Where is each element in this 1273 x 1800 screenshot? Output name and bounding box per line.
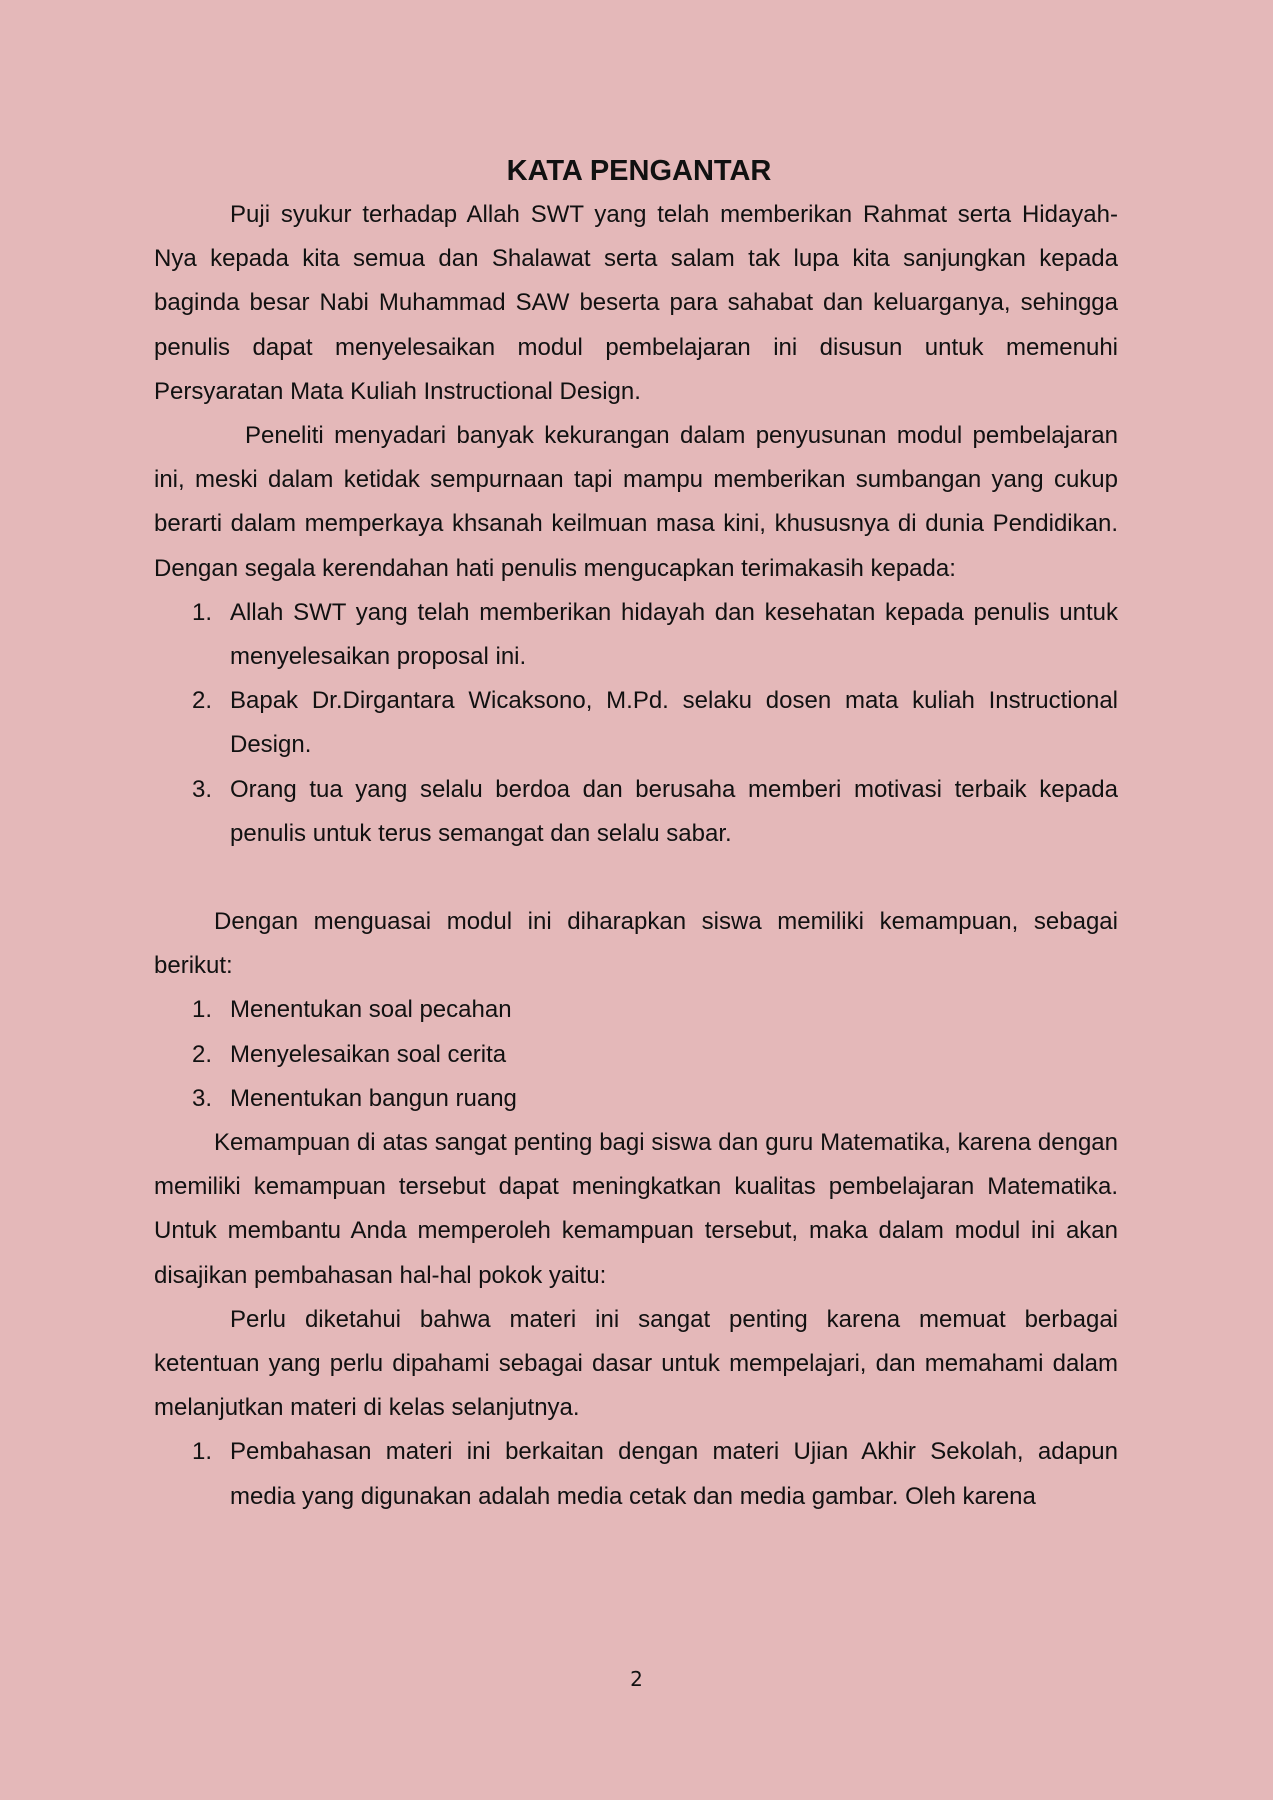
list-number: 1. [192,598,213,626]
list-item-text: Menyelesaikan soal cerita [230,1040,507,1068]
list-item-text: Menentukan bangun ruang [230,1084,517,1112]
list-item [154,988,1118,1032]
list-number: 3. [192,775,213,803]
paragraph-abilities-importance: Kemampuan di atas sangat penting bagi siswa dan guru Matematika, karena dengan memiliki kemampuan tersebut dapat meningkatkan kualitas pembelajaran Matematika. Untuk membantu Anda memperoleh kemampuan tersebut, maka dalam modul ini akan disajikan pembahasan hal-hal pokok yaitu: [154,1129,1118,1289]
paragraph-abilities-intro: Dengan menguasai modul ini diharapkan siswa memiliki kemampuan, sebagai berikut: [154,908,1118,980]
list-item [154,1430,1118,1518]
list-number: 1. [192,996,213,1024]
list-item-text: Orang tua yang selalu berdoa dan berusaha memberi motivasi terbaik kepada penulis untuk terus semangat dan selalu sabar. [230,775,1118,847]
paragraph-material-importance: Perlu diketahui bahwa materi ini sangat penting karena memuat berbagai ketentuan yang perlu dipahami sebagai dasar untuk mempelajari, dan memahami dalam melanjutkan materi di kelas selanjutnya. [154,1305,1118,1422]
list-item [154,768,1118,856]
list-number: 1. [192,1438,213,1466]
spacer [154,856,1118,900]
list-item [154,679,1118,767]
material-list [154,1430,1118,1518]
list-item [154,1033,1118,1077]
list-number: 3. [192,1084,213,1112]
ability-list [154,988,1118,1121]
page-number: 2 [630,1667,643,1691]
list-number: 2. [192,687,213,715]
list-item-text: Pembahasan materi ini berkaitan dengan materi Ujian Akhir Sekolah, adapun media yang digunakan adalah media cetak dan media gambar. Oleh karena [230,1438,1118,1510]
thanks-list [154,591,1118,856]
paragraph-opening: Puji syukur terhadap Allah SWT yang telah memberikan Rahmat serta Hidayah-Nya kepada kita semua dan Shalawat serta salam tak lupa kita sanjungkan kepada baginda besar Nabi Muhammad SAW beserta para sahabat dan keluarganya, sehingga penulis dapat menyelesaikan modul pembelajaran ini disusun untuk memenuhi Persyaratan Mata Kuliah Instructional Design. [154,201,1118,405]
list-item [154,1077,1118,1121]
list-number: 2. [192,1040,213,1068]
list-item-text: Allah SWT yang telah memberikan hidayah dan kesehatan kepada penulis untuk menyelesaikan proposal ini. [230,598,1118,671]
list-item-text: Bapak Dr.Dirgantara Wicaksono, M.Pd. selaku dosen mata kuliah Instructional Design. [230,687,1118,759]
paragraph-acknowledgement-intro: Peneliti menyadari banyak kekurangan dalam penyusunan modul pembelajaran ini, meski dalam ketidak sempurnaan tapi mampu memberikan sumbangan yang cukup berarti dalam memperkaya khsanah keilmuan masa kini, khususnya di dunia Pendidikan. Dengan segala kerendahan hati penulis mengucapkan terimakasih kepada: [154,422,1118,582]
page-title: KATA PENGANTAR [506,155,772,187]
list-item-text: Menentukan soal pecahan [230,996,512,1024]
page-content [154,149,1118,1519]
list-item [154,591,1118,679]
